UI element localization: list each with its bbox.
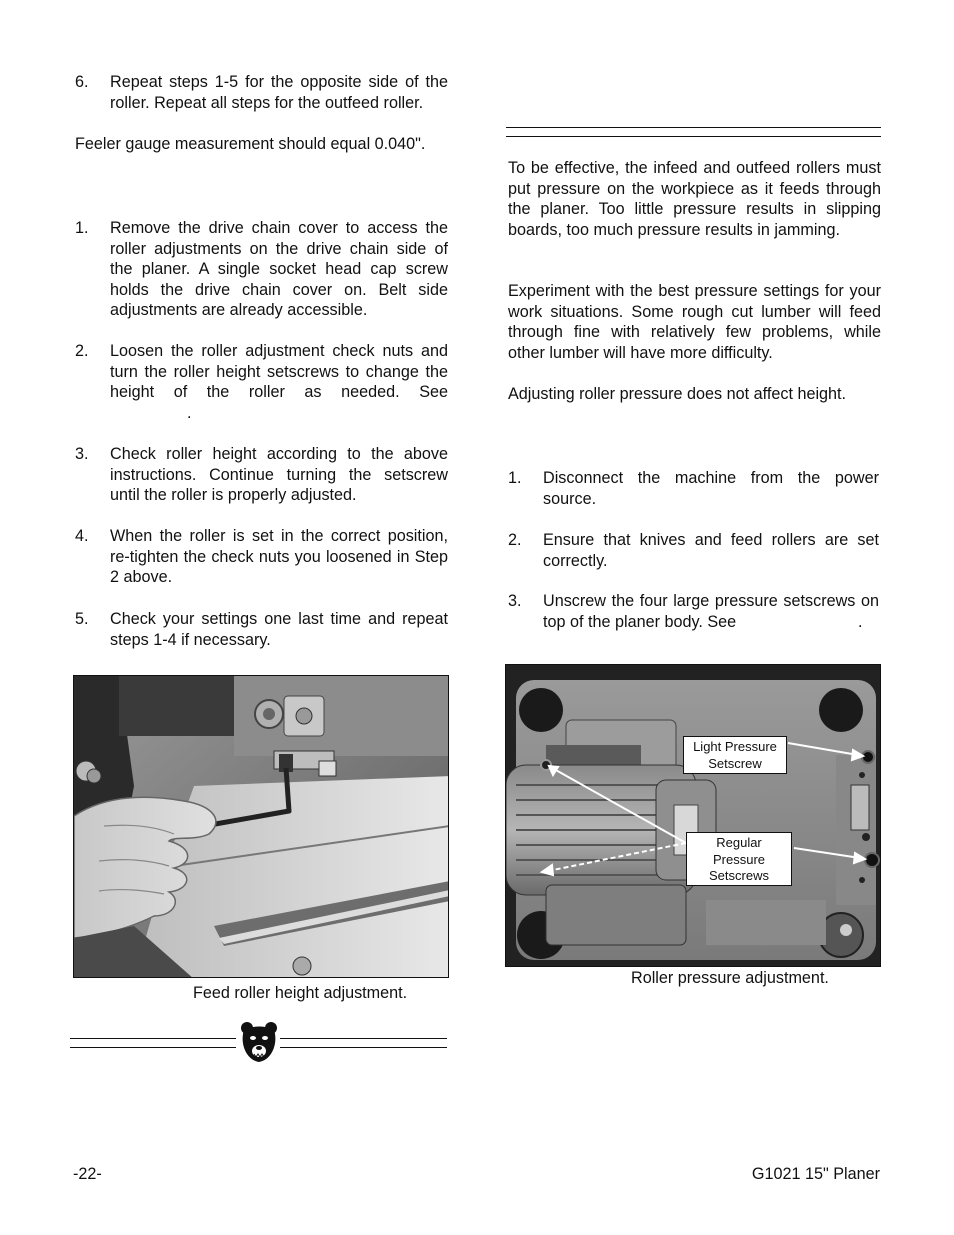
section-rule-bottom — [506, 136, 881, 137]
roller-pressure-caption: Roller pressure adjustment. — [631, 969, 829, 987]
divider-line-right-top — [280, 1038, 447, 1039]
step-text: Ensure that knives and feed rollers are set correctly. — [543, 531, 879, 570]
divider-line-left-bottom — [70, 1047, 236, 1048]
regular-pressure-callout: Regular Pressure Setscrews — [686, 832, 792, 886]
step-text: Check roller height according to the above instructions. Continue turning the setscrew until the roller is properly adjusted. — [110, 445, 448, 505]
page-number: -22- — [73, 1165, 102, 1183]
feeler-gauge-note: Feeler gauge measurement should equal 0.040". — [75, 135, 426, 153]
divider-line-right-bottom — [280, 1047, 447, 1048]
light-pressure-callout: Light Pressure Setscrew — [683, 736, 787, 774]
step-number: 3. — [508, 592, 522, 610]
step-number: 2. — [508, 531, 522, 549]
step-text: Remove the drive chain cover to access the roller adjustments on the drive chain side of the planer. A single socket head cap screw holds the drive chain cover on. Belt side adjustments are already accessible. — [110, 219, 448, 320]
bear-head-icon — [239, 1020, 279, 1064]
step-text-main: Loosen the roller adjustment check nuts and turn the roller height setscrews to change the height of the roller as needed. See — [110, 342, 448, 402]
step-number: 1. — [75, 219, 89, 237]
step-number: 3. — [75, 445, 89, 463]
step-text: Repeat steps 1-5 for the opposite side of the roller. Repeat all steps for the outfeed roller. — [110, 73, 448, 112]
step-number: 6. — [75, 73, 89, 91]
step-text: Unscrew the four large pressure setscrews on top of the planer body. See — [543, 592, 879, 631]
roller-pressure-intro: To be effective, the infeed and outfeed rollers must put pressure on the workpiece as it feeds through the planer. Too little pressure results in slipping boards, too much pressure results in jamming. — [508, 159, 881, 239]
roller-pressure-photo — [505, 664, 881, 967]
feed-roller-caption: Feed roller height adjustment. — [193, 984, 408, 1002]
step-number: 5. — [75, 610, 89, 628]
step-text: When the roller is set in the correct position, re-tighten the check nuts you loosened in Step 2 above. — [110, 527, 448, 587]
divider-line-left-top — [70, 1038, 236, 1039]
step-text — [110, 341, 448, 403]
step-number: 1. — [508, 469, 522, 487]
step-number: 4. — [75, 527, 89, 545]
feed-roller-photo — [73, 675, 449, 978]
step-text: Check your settings one last time and repeat steps 1-4 if necessary. — [110, 610, 448, 649]
section-rule-top — [506, 127, 881, 128]
roller-pressure-illustration — [506, 665, 881, 967]
step-text-tail: . — [187, 404, 192, 422]
roller-pressure-note: Adjusting roller pressure does not affect height. — [508, 385, 847, 403]
roller-pressure-experiment: Experiment with the best pressure settings for your work situations. Some rough cut lumber will feed through fine with relatively few problems, while other lumber will have more difficulty. — [508, 282, 881, 362]
step-text: Disconnect the machine from the power source. — [543, 469, 879, 508]
product-name: G1021 15" Planer — [751, 1165, 880, 1183]
step-number: 2. — [75, 342, 89, 360]
feed-roller-illustration — [74, 676, 449, 978]
step-text-tail: . — [858, 613, 863, 631]
